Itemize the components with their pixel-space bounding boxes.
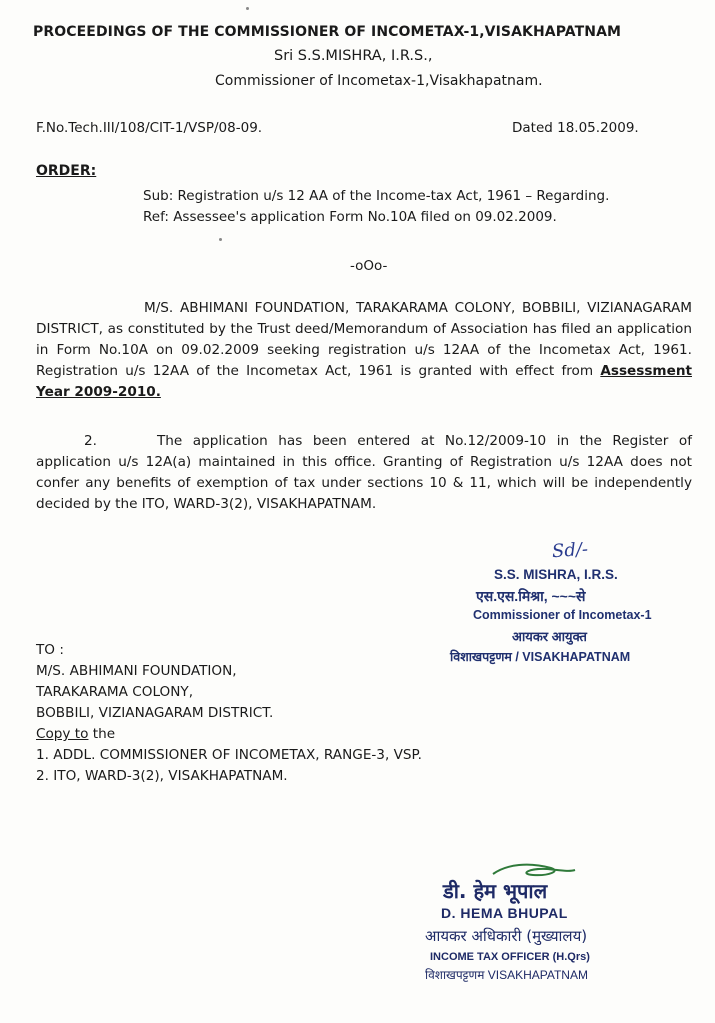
copy-to-line [36, 724, 422, 745]
commissioner-stamp-place: विशाखपट्टणम / VISAKHAPATNAM [450, 650, 631, 664]
order-heading: ORDER: [36, 163, 97, 179]
copy-to-suffix: the [88, 726, 116, 742]
signed-mark: Sd/- [551, 538, 589, 563]
paragraph-2 [36, 431, 692, 515]
paragraph-1-text: M/S. ABHIMANI FOUNDATION, TARAKARAMA COLONY, BOBBILI, VIZIANAGARAM DISTRICT, as constituted by the Trust deed/Memorandum of Association has filed an application in Form No.10A on 09.02.2009 seeking registration u/s 12AA of the Incometax Act, 1961. Registration u/s 12AA of the Incometax Act, 1961 is granted with effect from [36, 300, 692, 379]
paragraph-2-number: 2. [84, 433, 97, 449]
officer-designation: INCOME TAX OFFICER (H.Qrs) [430, 951, 590, 963]
paragraph-2-text: The application has been entered at No.12/2009-10 in the Register of application u/s 12A(a) maintained in this office. Granting of Registration u/s 12AA does not confer any benefits of exemption of tax under sections 10 & 11, which will be independently decided by the ITO, WARD-3(2), VISAKHAPATNAM. [36, 433, 692, 512]
file-number: F.No.Tech.III/108/CIT-1/VSP/08-09. [36, 120, 263, 136]
scan-speck [219, 238, 222, 241]
separator: -oOo- [350, 258, 388, 274]
order-date: Dated 18.05.2009. [512, 120, 639, 136]
addressee-block [36, 640, 422, 787]
officer-name: D. HEMA BHUPAL [441, 905, 568, 921]
copy-to-label: Copy to [36, 726, 89, 742]
assessment-year: Assessment Year 2009-2010. [36, 363, 692, 400]
officer-place: विशाखपट्टणम VISAKHAPATNAM [425, 968, 588, 982]
commissioner-stamp-designation: Commissioner of Incometax-1 [473, 608, 652, 622]
reference-line: Ref: Assessee's application Form No.10A filed on 09.02.2009. [143, 209, 557, 225]
header-officer-name: Sri S.S.MISHRA, I.R.S., [274, 48, 433, 64]
addressee-line-2: TARAKARAMA COLONY, [36, 684, 194, 700]
paragraph-1 [36, 298, 692, 403]
to-label: TO : [36, 642, 64, 658]
copy-recipient-1: 1. ADDL. COMMISSIONER OF INCOMETAX, RANGE-3, VSP. [36, 747, 422, 763]
commissioner-stamp-designation-hindi: आयकर आयुक्त [512, 629, 587, 644]
header-title: PROCEEDINGS OF THE COMMISSIONER OF INCOMETAX-1,VISAKHAPATNAM [33, 24, 622, 40]
officer-designation-hindi: आयकर अधिकारी (मुख्यालय) [425, 927, 588, 945]
addressee-line-1: M/S. ABHIMANI FOUNDATION, [36, 663, 237, 679]
commissioner-stamp-name-hindi: एस.एस.मिश्रा, ~~~से [476, 588, 586, 604]
subject-line: Sub: Registration u/s 12 AA of the Income-tax Act, 1961 – Regarding. [143, 188, 610, 204]
addressee-line-3: BOBBILI, VIZIANAGARAM DISTRICT. [36, 705, 274, 721]
officer-name-hindi: डी. हेम भूपाल [443, 879, 548, 903]
scan-speck [246, 7, 249, 10]
header-officer-designation: Commissioner of Incometax-1,Visakhapatnam. [215, 73, 543, 89]
commissioner-stamp-name: S.S. MISHRA, I.R.S. [494, 567, 618, 582]
copy-recipient-2: 2. ITO, WARD-3(2), VISAKHAPATNAM. [36, 768, 288, 784]
